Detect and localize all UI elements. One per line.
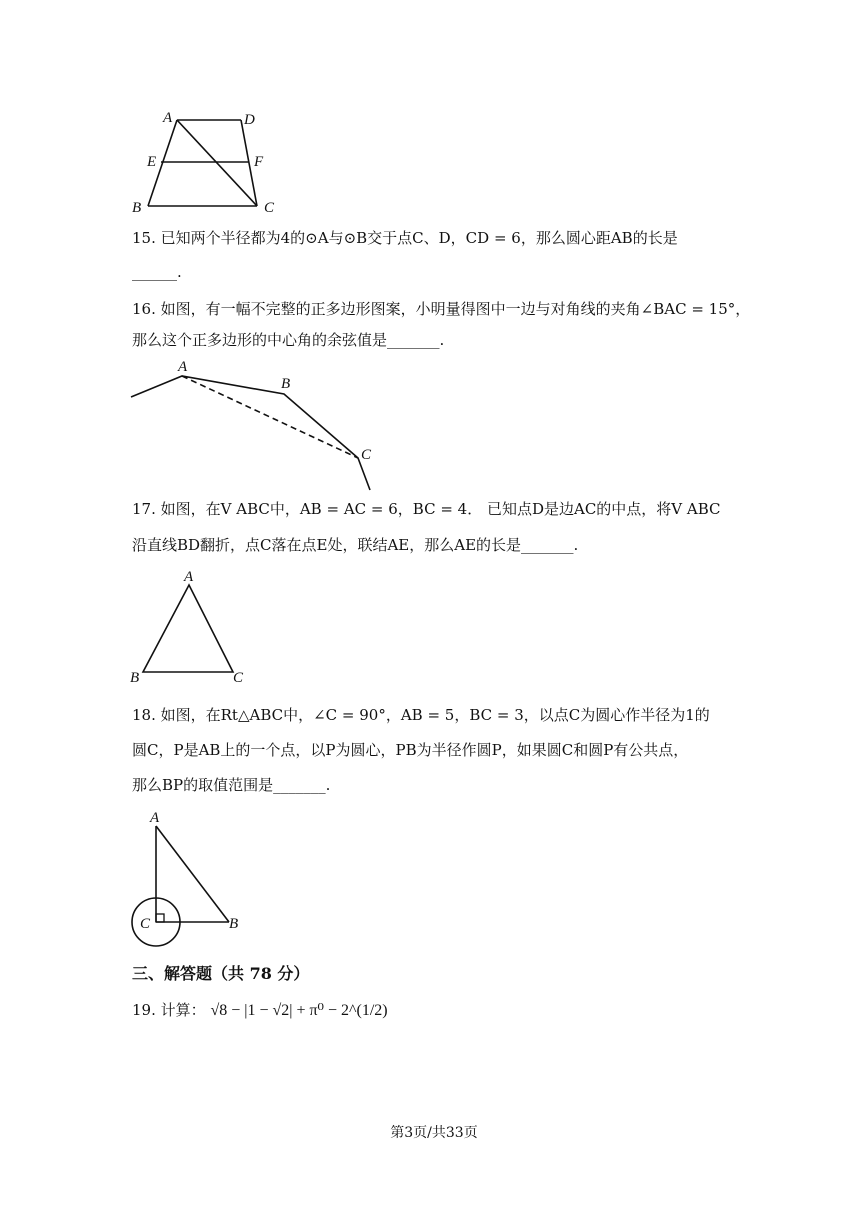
q17-line2-row	[132, 535, 578, 555]
q18-line2-row	[132, 740, 688, 760]
q19-number: 19.	[132, 1001, 156, 1019]
diagonal-AC	[177, 120, 257, 206]
right-triangle-figure	[125, 806, 255, 951]
q16-line1: 如图，有一幅不完整的正多边形图案，小明量得图中一边与对角线的夹角∠BAC = 15°，	[160, 300, 751, 318]
q17-blank: _______	[521, 536, 574, 554]
q19-expression: √8 − |1 − √2| + π⁰ − 2^(1/2)	[210, 1002, 388, 1019]
q18-line3-row	[132, 775, 330, 795]
q18-blank: _______	[273, 776, 326, 794]
label-F: F	[254, 154, 264, 170]
label-C: C	[264, 200, 275, 216]
label-B: B	[132, 200, 142, 216]
diagonal-AC	[182, 376, 358, 458]
q15-blank: ______	[132, 263, 177, 281]
label-D: D	[244, 112, 255, 128]
q16-line2-row	[132, 330, 444, 350]
q16-end: .	[439, 331, 445, 349]
segment-AB	[156, 826, 229, 922]
q17-number: 17.	[132, 500, 156, 518]
label-C: C	[361, 447, 372, 463]
q16-line2: 那么这个正多边形的中心角的余弦值是	[132, 331, 388, 349]
q17-line1: 如图，在V ABC中，AB = AC = 6，BC = 4． 已知点D是边AC的中点，将V ABC	[160, 500, 721, 518]
q18-number: 18.	[132, 706, 156, 724]
label-A: A	[184, 569, 194, 585]
q15-end: .	[177, 263, 182, 281]
triangle-ABC	[143, 585, 233, 672]
label-E: E	[147, 154, 157, 170]
section-heading: 三、解答题（共 78 分）	[132, 964, 310, 983]
question-15	[132, 228, 678, 248]
label-B: B	[229, 916, 239, 932]
right-angle-mark	[156, 914, 164, 922]
page-footer: 第3页/共33页	[390, 1125, 478, 1141]
isosceles-triangle-figure	[126, 565, 256, 687]
polygon-edges	[131, 376, 370, 490]
q19-label: 计算：	[160, 1001, 206, 1019]
label-A: A	[150, 810, 160, 826]
label-B: B	[281, 376, 291, 392]
question-16	[132, 299, 750, 319]
q18-line3: 那么BP的取值范围是	[132, 776, 274, 794]
q18-line1: 如图，在Rt△ABC中，∠C = 90°，AB = 5，BC = 3，以点C为圆心作半径为1的	[160, 706, 710, 724]
q18-end: .	[325, 776, 331, 794]
label-C: C	[233, 670, 244, 686]
q17-line2: 沿直线BD翻折，点C落在点E处，联结AE，那么AE的长是	[132, 536, 522, 554]
trapezoid-figure	[125, 105, 285, 217]
q16-number: 16.	[132, 300, 156, 318]
q18-line2: 圆C，P是AB上的一个点，以P为圆心，PB为半径作圆P，如果圆C和圆P有公共点，	[132, 741, 689, 759]
question-17	[132, 499, 721, 519]
label-A: A	[163, 110, 173, 126]
polygon-figure	[128, 355, 388, 495]
label-A: A	[178, 359, 188, 375]
question-19	[132, 1000, 388, 1021]
q15-number: 15.	[132, 229, 156, 247]
q16-blank: _______	[387, 331, 440, 349]
q17-end: .	[573, 536, 579, 554]
label-B: B	[130, 670, 140, 686]
q15-answer-line	[132, 262, 182, 282]
q15-text: 已知两个半径都为4的⊙A与⊙B交于点C、D，CD = 6，那么圆心距AB的长是	[160, 229, 678, 247]
question-18	[132, 705, 710, 725]
label-C: C	[140, 916, 151, 932]
